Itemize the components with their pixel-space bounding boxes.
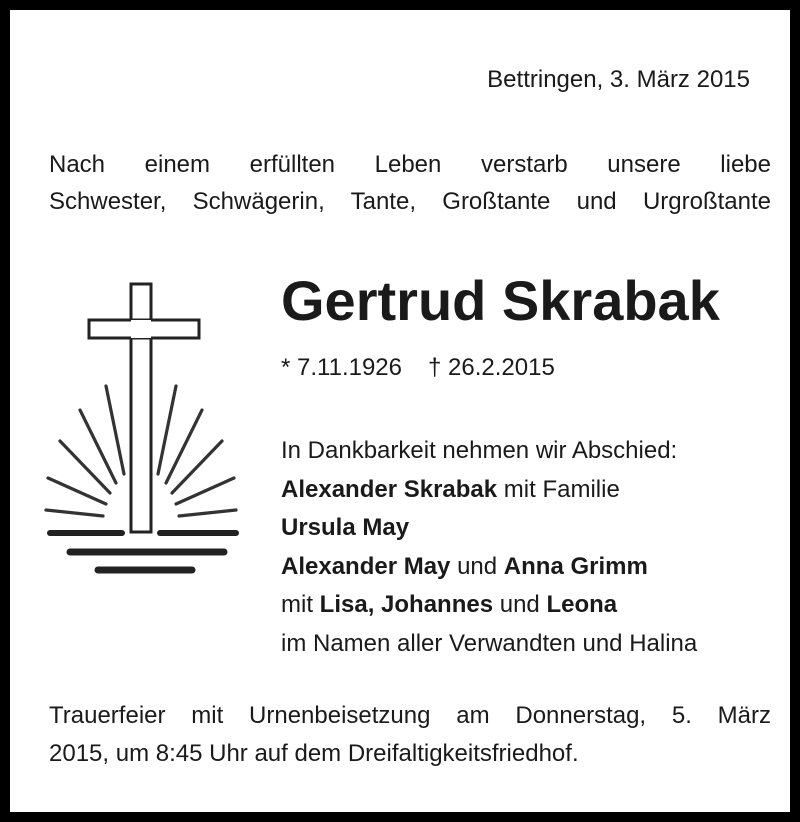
- mourner-name: Ursula May: [281, 514, 410, 541]
- service-line-2: 2015, um 8:45 Uhr auf dem Dreifaltigkeitsfriedhof.: [49, 740, 579, 767]
- life-dates: [281, 354, 555, 382]
- birth-date: * 7.11.1926: [281, 354, 402, 381]
- mourners-list: [281, 432, 697, 663]
- funeral-service-info: [49, 697, 771, 773]
- mourner-line-2: [281, 509, 697, 548]
- mourner-text: und: [450, 552, 504, 580]
- mourner-text: mit: [281, 591, 320, 618]
- mourner-line-5: im Namen aller Verwandten und Halina: [281, 629, 698, 657]
- cross-with-rising-sun-icon: [40, 278, 255, 588]
- intro-line-1: Nach einem erfüllten Leben verstarb unsere liebe: [49, 151, 771, 178]
- deceased-name: Gertrud Skrabak: [281, 269, 720, 332]
- mourner-name: Alexander May: [281, 552, 451, 580]
- mourners-intro: In Dankbarkeit nehmen wir Abschied:: [281, 437, 678, 464]
- intro-text: [49, 146, 771, 220]
- mourner-name: Lisa, Johannes: [319, 591, 494, 618]
- death-date: † 26.2.2015: [428, 354, 555, 381]
- mourner-line-3: [281, 548, 697, 587]
- mourner-text: und: [493, 591, 547, 618]
- service-line-1: Trauerfeier mit Urnenbeisetzung am Donnerstag, 5. März: [49, 702, 771, 729]
- mourner-name: Leona: [546, 591, 618, 618]
- mourner-name: Alexander Skrabak: [281, 475, 498, 503]
- mourner-text: mit Familie: [497, 475, 620, 503]
- mourner-line-4: [281, 586, 697, 625]
- mourner-line-1: [281, 471, 697, 510]
- place-date: Bettringen, 3. März 2015: [487, 66, 750, 93]
- mourner-name: Anna Grimm: [503, 552, 648, 580]
- intro-line-2: Schwester, Schwägerin, Tante, Großtante und Urgroßtante: [49, 188, 771, 215]
